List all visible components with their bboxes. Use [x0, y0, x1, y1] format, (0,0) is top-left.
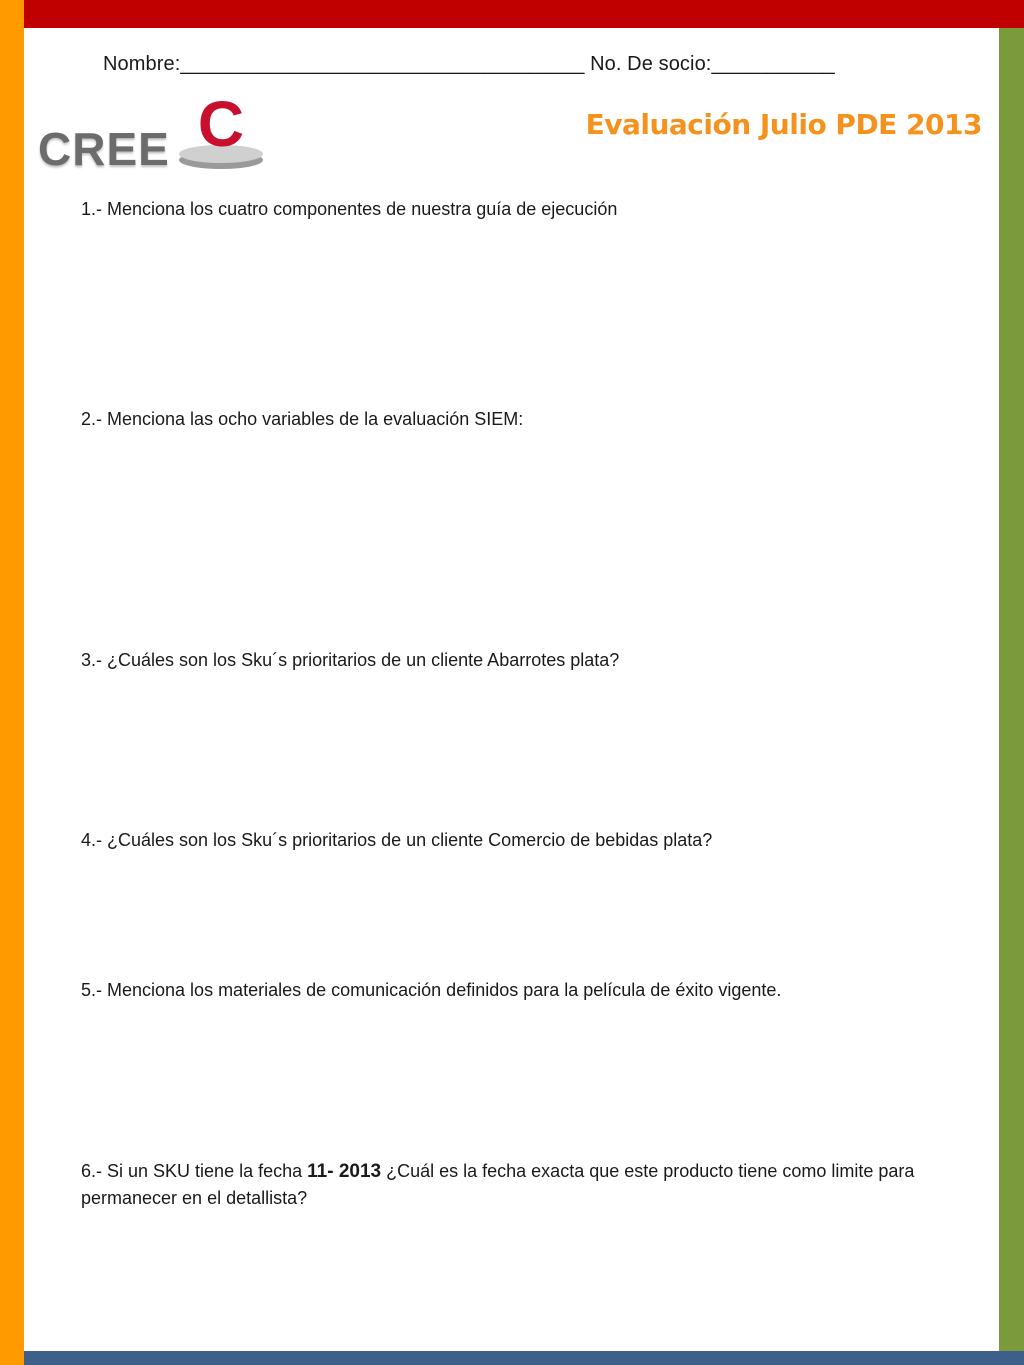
left-border-bar — [0, 0, 24, 1365]
name-field-label: Nombre:____________________________________ — [103, 53, 585, 75]
document-title: Evaluación Julio PDE 2013 — [585, 108, 982, 141]
question-4: 4.- ¿Cuáles son los Sku´s prioritarios de un cliente Comercio de bebidas plata? — [81, 830, 713, 850]
logo-text: CREE — [38, 123, 170, 175]
top-border-bar — [0, 0, 1024, 28]
question-3: 3.- ¿Cuáles son los Sku´s prioritarios de un cliente Abarrotes plata? — [81, 650, 620, 670]
question-1: 1.- Menciona los cuatro componentes de nuestra guía de ejecución — [81, 199, 618, 219]
header-fields — [103, 53, 835, 76]
cree-logo — [38, 94, 268, 176]
question-6-date: 11- 2013 — [307, 1161, 382, 1182]
member-number-field-label: No. De socio:___________ — [590, 53, 835, 75]
question-6 — [81, 1158, 971, 1211]
question-6-lead: 6.- Si un SKU tiene la fecha — [81, 1161, 308, 1181]
question-5: 5.- Menciona los materiales de comunicación definidos para la película de éxito vigente. — [81, 980, 782, 1000]
logo-c-letter: C — [197, 94, 245, 160]
logo-c-mark-icon — [173, 94, 268, 174]
question-6-rest: ¿Cuál es la fecha exacta que este producto tiene como limite para permanecer en el detallista? — [81, 1161, 915, 1208]
bottom-border-bar — [24, 1351, 1024, 1365]
question-2: 2.- Menciona las ocho variables de la evaluación SIEM: — [81, 409, 524, 429]
right-border-bar — [999, 28, 1024, 1365]
